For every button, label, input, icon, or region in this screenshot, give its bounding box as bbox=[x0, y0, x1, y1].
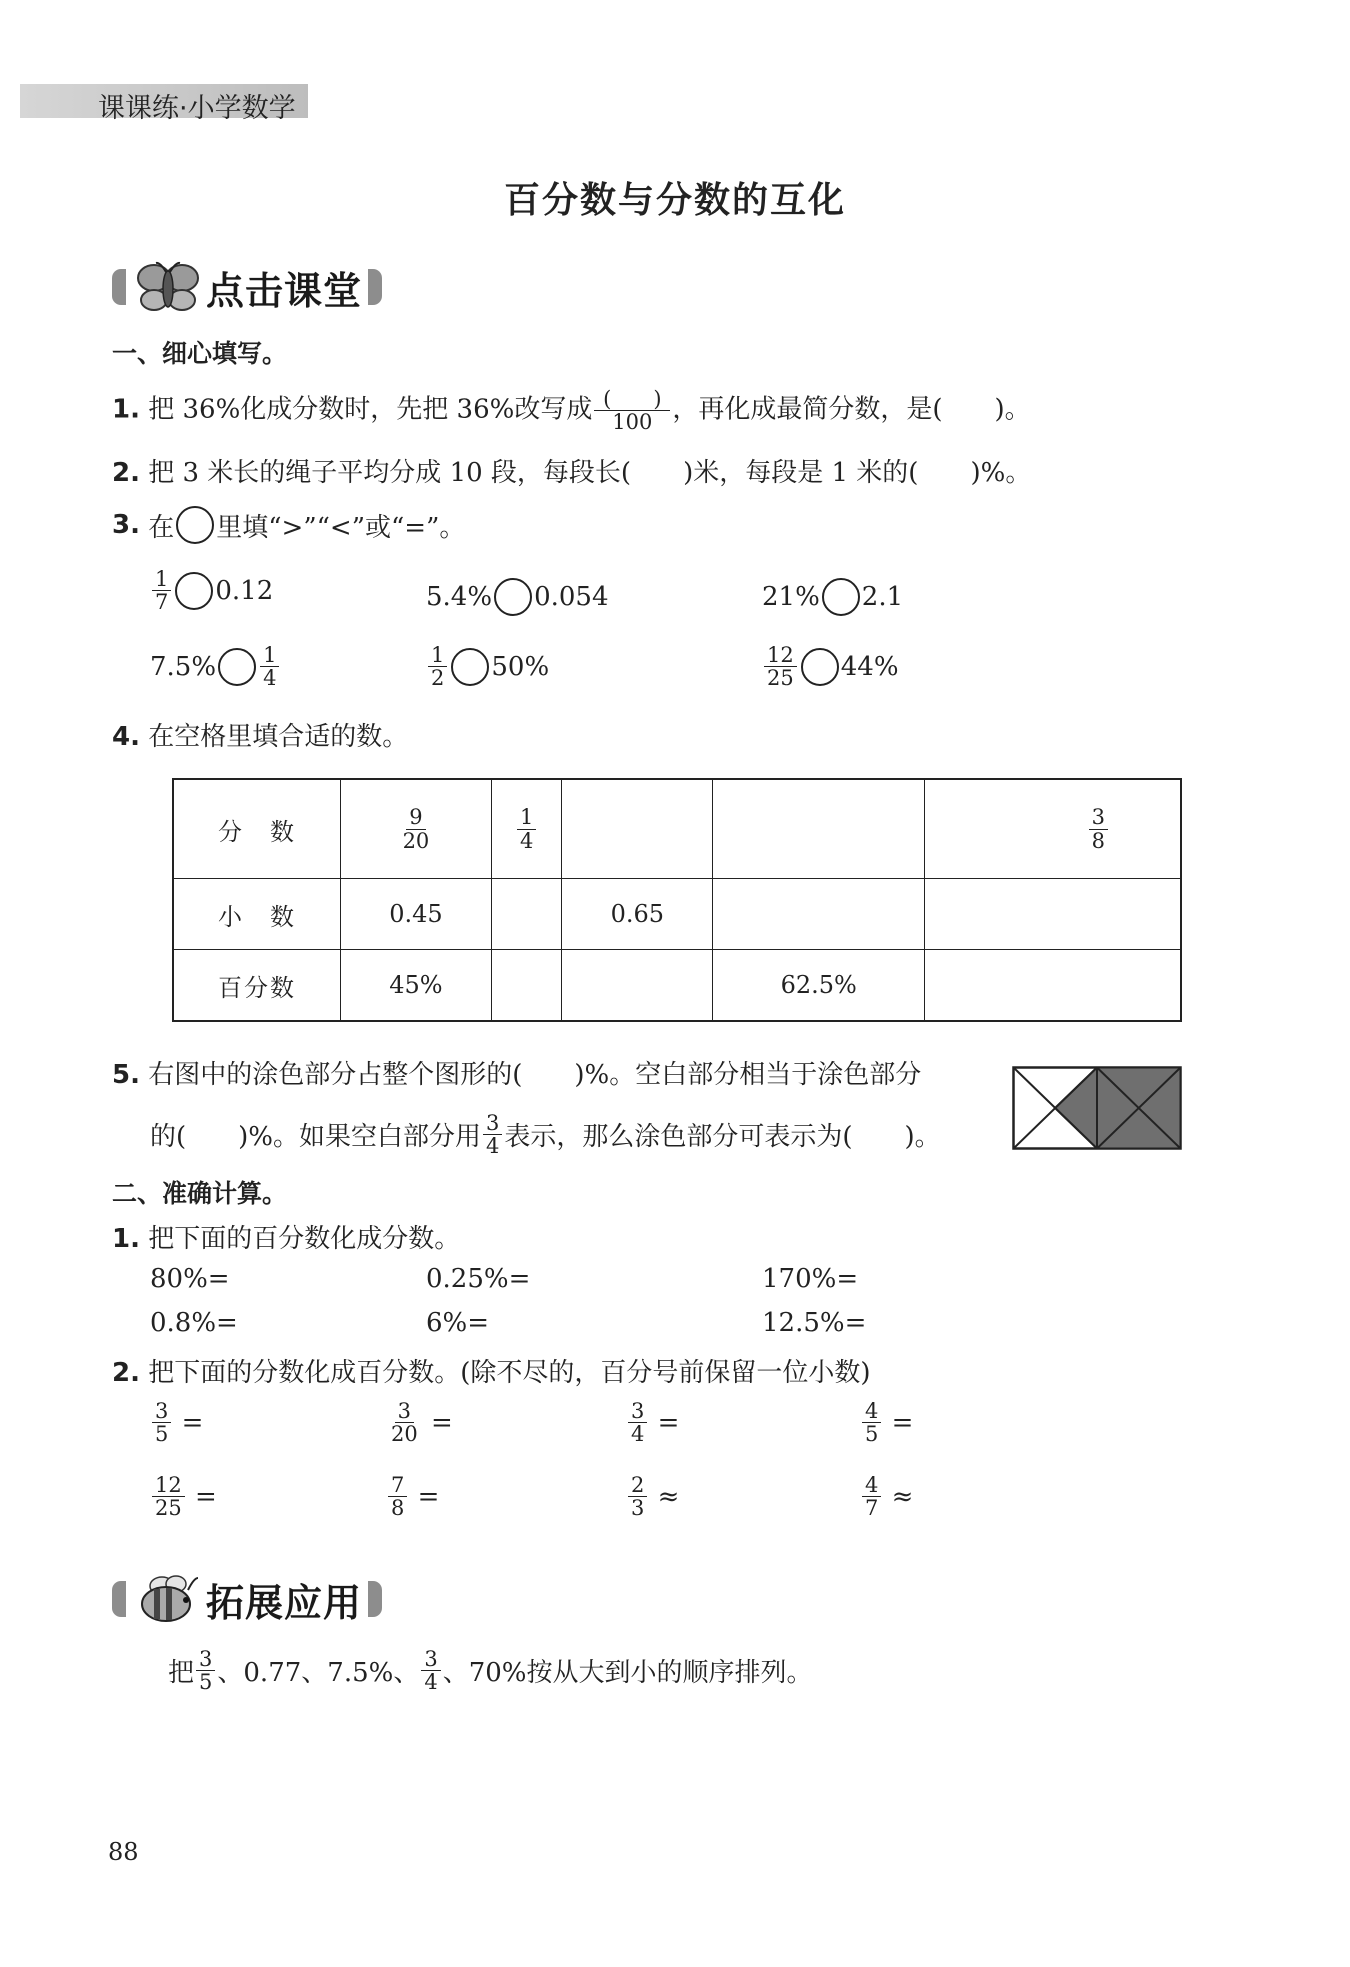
question-2-2 bbox=[112, 1352, 871, 1389]
butterfly-icon bbox=[132, 260, 206, 314]
series-header: 课课练·小学数学 bbox=[98, 93, 296, 124]
compare-item: 7.5% $\frac{1}{4}$ bbox=[150, 644, 281, 689]
calc-item: $\frac{4}{7}$ ≈ bbox=[860, 1474, 913, 1519]
calc-item: 170%= bbox=[762, 1264, 859, 1294]
question-text: )米，每段是 1 米的( bbox=[683, 458, 919, 488]
table-cell[interactable]: 45% bbox=[341, 950, 492, 1022]
question-text: 在空格里填合适的数。 bbox=[148, 722, 409, 752]
row-header: 分 数 bbox=[173, 779, 341, 879]
calc-item: 12.5%= bbox=[762, 1308, 867, 1338]
circle-blank-icon bbox=[176, 506, 214, 544]
question-text: 把 3 米长的绳子平均分成 10 段，每段长( bbox=[148, 458, 632, 488]
calc-item: $\frac{2}{3}$ ≈ bbox=[626, 1474, 679, 1519]
calc-item: $\frac{4}{5}$ = bbox=[860, 1400, 913, 1445]
row-header: 小 数 bbox=[173, 879, 341, 950]
question-number: 2. bbox=[112, 1358, 140, 1388]
extension-question: 把 $\frac{3}{5}$ 、0.77、7.5%、 $\frac{3}{4}$ 、70%按从大到小的顺序排列。 bbox=[168, 1647, 813, 1695]
page-title: 百分数与分数的互化 bbox=[503, 180, 846, 221]
compare-circle[interactable] bbox=[494, 578, 532, 616]
compare-circle[interactable] bbox=[451, 648, 489, 686]
question-text: )。 bbox=[994, 394, 1031, 425]
banner-title-extension: 拓展应用 bbox=[206, 1580, 363, 1625]
table-cell[interactable]: 62.5% bbox=[713, 950, 925, 1022]
question-number: 4. bbox=[112, 722, 140, 752]
question-number: 1. bbox=[112, 394, 140, 425]
table-cell[interactable] bbox=[562, 779, 713, 879]
row-header: 百分数 bbox=[173, 950, 341, 1022]
question-1-1 bbox=[112, 388, 1031, 433]
table-cell[interactable]: $\frac{1}{4}$ bbox=[491, 779, 562, 879]
question-number: 2. bbox=[112, 458, 140, 488]
calc-item: 80%= bbox=[150, 1264, 230, 1294]
calc-item: $\frac{7}{8}$ = bbox=[386, 1474, 439, 1519]
question-text: 在 bbox=[148, 512, 175, 543]
table-row-percent bbox=[173, 950, 1181, 1022]
question-1-5 bbox=[112, 1054, 921, 1091]
compare-circle[interactable] bbox=[218, 648, 256, 686]
compare-circle[interactable] bbox=[822, 578, 860, 616]
compare-item: 5.4% 0.054 bbox=[426, 578, 609, 616]
question-text: 把下面的百分数化成分数。 bbox=[148, 1224, 461, 1254]
calc-item: $\frac{3}{4}$ = bbox=[626, 1400, 679, 1445]
calc-item: 0.8%= bbox=[150, 1308, 238, 1338]
question-text: )%。 bbox=[970, 458, 1032, 488]
table-cell[interactable]: 0.65 bbox=[562, 879, 713, 950]
question-number: 3. bbox=[112, 510, 140, 540]
compare-item: 21% 2.1 bbox=[762, 578, 903, 616]
question-number: 1. bbox=[112, 1224, 140, 1254]
part1-heading: 一、细心填写。 bbox=[112, 339, 288, 368]
page-number: 88 bbox=[108, 1838, 139, 1866]
bee-icon bbox=[132, 1572, 206, 1626]
table-cell[interactable] bbox=[491, 950, 562, 1022]
table-cell[interactable] bbox=[713, 879, 925, 950]
question-1-4 bbox=[112, 716, 408, 753]
table-cell[interactable]: $\frac{3}{8}$ bbox=[925, 779, 1181, 879]
calc-item: 6%= bbox=[426, 1308, 490, 1338]
section-banner-classroom bbox=[112, 260, 382, 314]
table-row-decimal bbox=[173, 879, 1181, 950]
table-cell[interactable] bbox=[713, 779, 925, 879]
compare-circle[interactable] bbox=[801, 648, 839, 686]
question-1-3 bbox=[112, 506, 465, 544]
banner-title-classroom: 点击课堂 bbox=[206, 268, 363, 313]
question-text: ，再化成最简分数，是( bbox=[672, 394, 943, 425]
compare-item: $\frac{1}{7}$ 0.12 bbox=[150, 568, 273, 613]
question-1-2 bbox=[112, 452, 1031, 489]
fraction-blank: $\frac{( )}{100}$ bbox=[594, 388, 670, 433]
calc-item: $\frac{3}{5}$ = bbox=[150, 1400, 203, 1445]
question-2-1 bbox=[112, 1218, 460, 1255]
table-cell[interactable] bbox=[562, 950, 713, 1022]
table-cell[interactable]: $\frac{9}{20}$ bbox=[341, 779, 492, 879]
question-text: 把 36%化成分数时，先把 36%改写成 bbox=[148, 394, 593, 425]
calc-item: $\frac{3}{20}$ = bbox=[391, 1399, 453, 1447]
compare-circle[interactable] bbox=[175, 572, 213, 610]
compare-item: $\frac{12}{25}$ 44% bbox=[762, 644, 899, 689]
question-text: 把下面的分数化成百分数。(除不尽的，百分号前保留一位小数) bbox=[148, 1358, 871, 1388]
table-cell[interactable] bbox=[491, 879, 562, 950]
question-number: 5. bbox=[112, 1060, 140, 1090]
question-1-5-line2: 的( )%。如果空白部分用 $\frac{3}{4}$ 表示，那么涂色部分可表示为( )。 bbox=[150, 1111, 941, 1159]
conversion-table bbox=[172, 778, 1182, 1022]
section-banner-extension bbox=[112, 1572, 382, 1626]
table-cell[interactable]: 0.45 bbox=[341, 879, 492, 950]
shaded-figure bbox=[1012, 1066, 1182, 1150]
question-text: 右图中的涂色部分占整个图形的( )%。空白部分相当于涂色部分 bbox=[148, 1060, 922, 1090]
calc-item: 0.25%= bbox=[426, 1264, 531, 1294]
compare-item: $\frac{1}{2}$ 50% bbox=[426, 644, 549, 689]
calc-item: $\frac{12}{25}$ = bbox=[150, 1474, 217, 1519]
part2-heading: 二、准确计算。 bbox=[112, 1179, 288, 1208]
table-cell[interactable] bbox=[925, 879, 1181, 950]
question-text: 里填“>”“<”或“=”。 bbox=[216, 512, 466, 543]
table-row-fraction bbox=[173, 779, 1181, 879]
table-cell[interactable] bbox=[925, 950, 1181, 1022]
